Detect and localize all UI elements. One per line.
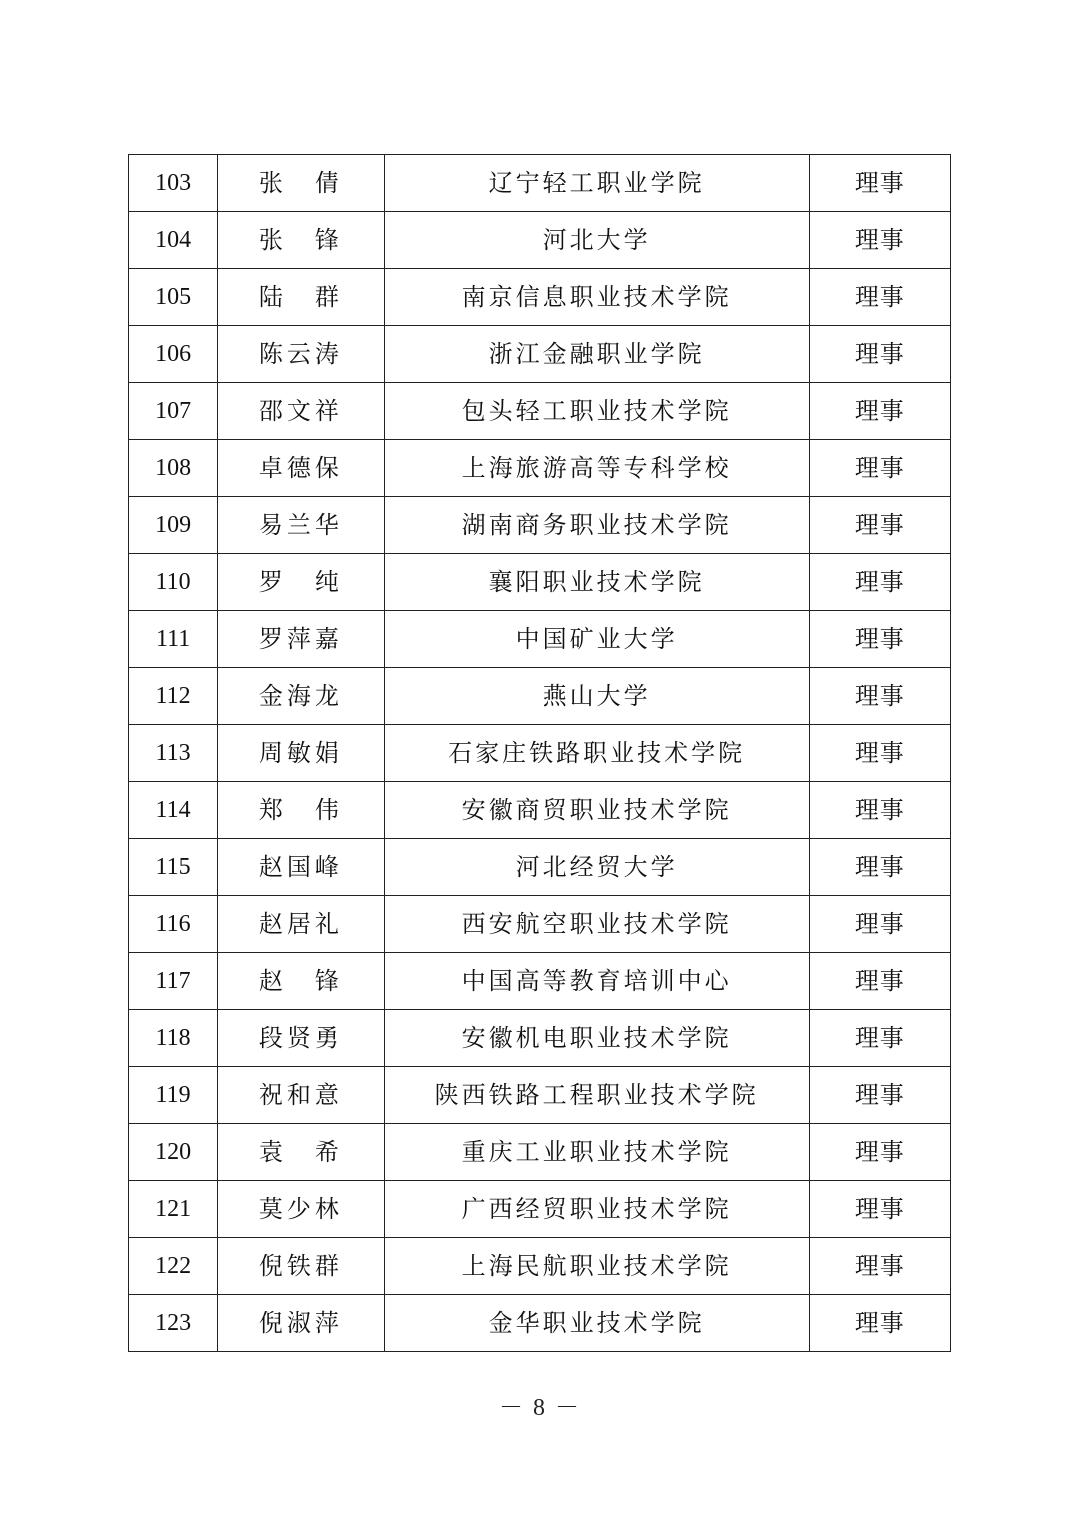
row-number: 109 — [129, 497, 218, 554]
member-role: 理事 — [809, 1238, 950, 1295]
member-name: 郑 伟 — [218, 782, 384, 839]
member-name: 易兰华 — [218, 497, 384, 554]
table-row — [129, 1238, 951, 1295]
member-name: 莫少林 — [218, 1181, 384, 1238]
member-unit: 浙江金融职业学院 — [384, 326, 809, 383]
member-name: 陆 群 — [218, 269, 384, 326]
member-name: 赵 锋 — [218, 953, 384, 1010]
member-name: 赵国峰 — [218, 839, 384, 896]
table-row — [129, 782, 951, 839]
row-number: 107 — [129, 383, 218, 440]
row-number: 116 — [129, 896, 218, 953]
member-table — [128, 154, 951, 1352]
member-role: 理事 — [809, 725, 950, 782]
table-row — [129, 554, 951, 611]
member-table-body — [129, 155, 951, 1352]
table-row — [129, 668, 951, 725]
table-row — [129, 1295, 951, 1352]
member-role: 理事 — [809, 1295, 950, 1352]
member-unit: 陕西铁路工程职业技术学院 — [384, 1067, 809, 1124]
member-role: 理事 — [809, 554, 950, 611]
member-unit: 上海旅游高等专科学校 — [384, 440, 809, 497]
member-unit: 上海民航职业技术学院 — [384, 1238, 809, 1295]
row-number: 105 — [129, 269, 218, 326]
member-unit: 安徽商贸职业技术学院 — [384, 782, 809, 839]
member-role: 理事 — [809, 269, 950, 326]
member-unit: 石家庄铁路职业技术学院 — [384, 725, 809, 782]
row-number: 110 — [129, 554, 218, 611]
row-number: 123 — [129, 1295, 218, 1352]
member-role: 理事 — [809, 326, 950, 383]
member-name: 倪淑萍 — [218, 1295, 384, 1352]
member-role: 理事 — [809, 839, 950, 896]
row-number: 111 — [129, 611, 218, 668]
table-row — [129, 1181, 951, 1238]
member-name: 罗萍嘉 — [218, 611, 384, 668]
member-unit: 包头轻工职业技术学院 — [384, 383, 809, 440]
member-unit: 西安航空职业技术学院 — [384, 896, 809, 953]
member-role: 理事 — [809, 1124, 950, 1181]
table-row — [129, 1067, 951, 1124]
row-number: 104 — [129, 212, 218, 269]
row-number: 117 — [129, 953, 218, 1010]
member-unit: 辽宁轻工职业学院 — [384, 155, 809, 212]
row-number: 113 — [129, 725, 218, 782]
member-name: 赵居礼 — [218, 896, 384, 953]
row-number: 118 — [129, 1010, 218, 1067]
member-unit: 燕山大学 — [384, 668, 809, 725]
table-row — [129, 953, 951, 1010]
row-number: 103 — [129, 155, 218, 212]
member-role: 理事 — [809, 155, 950, 212]
row-number: 108 — [129, 440, 218, 497]
row-number: 106 — [129, 326, 218, 383]
member-unit: 广西经贸职业技术学院 — [384, 1181, 809, 1238]
member-unit: 襄阳职业技术学院 — [384, 554, 809, 611]
member-role: 理事 — [809, 1010, 950, 1067]
member-name: 倪铁群 — [218, 1238, 384, 1295]
member-name: 罗 纯 — [218, 554, 384, 611]
member-unit: 重庆工业职业技术学院 — [384, 1124, 809, 1181]
member-unit: 湖南商务职业技术学院 — [384, 497, 809, 554]
table-row — [129, 1010, 951, 1067]
member-role: 理事 — [809, 1181, 950, 1238]
member-role: 理事 — [809, 212, 950, 269]
member-name: 张 倩 — [218, 155, 384, 212]
table-row — [129, 212, 951, 269]
table-row — [129, 440, 951, 497]
member-unit: 安徽机电职业技术学院 — [384, 1010, 809, 1067]
table-row — [129, 497, 951, 554]
row-number: 114 — [129, 782, 218, 839]
row-number: 120 — [129, 1124, 218, 1181]
member-role: 理事 — [809, 383, 950, 440]
member-name: 段贤勇 — [218, 1010, 384, 1067]
member-unit: 中国矿业大学 — [384, 611, 809, 668]
member-unit: 南京信息职业技术学院 — [384, 269, 809, 326]
member-name: 祝和意 — [218, 1067, 384, 1124]
table-row — [129, 1124, 951, 1181]
member-name: 邵文祥 — [218, 383, 384, 440]
member-unit: 中国高等教育培训中心 — [384, 953, 809, 1010]
table-row — [129, 725, 951, 782]
table-row — [129, 611, 951, 668]
table-row — [129, 155, 951, 212]
member-name: 袁 希 — [218, 1124, 384, 1181]
row-number: 122 — [129, 1238, 218, 1295]
row-number: 121 — [129, 1181, 218, 1238]
table-row — [129, 839, 951, 896]
member-role: 理事 — [809, 497, 950, 554]
member-unit: 河北经贸大学 — [384, 839, 809, 896]
member-name: 陈云涛 — [218, 326, 384, 383]
member-name: 张 锋 — [218, 212, 384, 269]
member-unit: 河北大学 — [384, 212, 809, 269]
row-number: 115 — [129, 839, 218, 896]
table-row — [129, 326, 951, 383]
member-role: 理事 — [809, 668, 950, 725]
member-role: 理事 — [809, 1067, 950, 1124]
member-unit: 金华职业技术学院 — [384, 1295, 809, 1352]
member-name: 周敏娟 — [218, 725, 384, 782]
member-name: 卓德保 — [218, 440, 384, 497]
table-row — [129, 896, 951, 953]
member-role: 理事 — [809, 953, 950, 1010]
table-row — [129, 383, 951, 440]
member-role: 理事 — [809, 440, 950, 497]
member-role: 理事 — [809, 896, 950, 953]
row-number: 112 — [129, 668, 218, 725]
row-number: 119 — [129, 1067, 218, 1124]
member-role: 理事 — [809, 782, 950, 839]
table-row — [129, 269, 951, 326]
member-role: 理事 — [809, 611, 950, 668]
member-name: 金海龙 — [218, 668, 384, 725]
page-number: － 8 － — [499, 1395, 581, 1421]
